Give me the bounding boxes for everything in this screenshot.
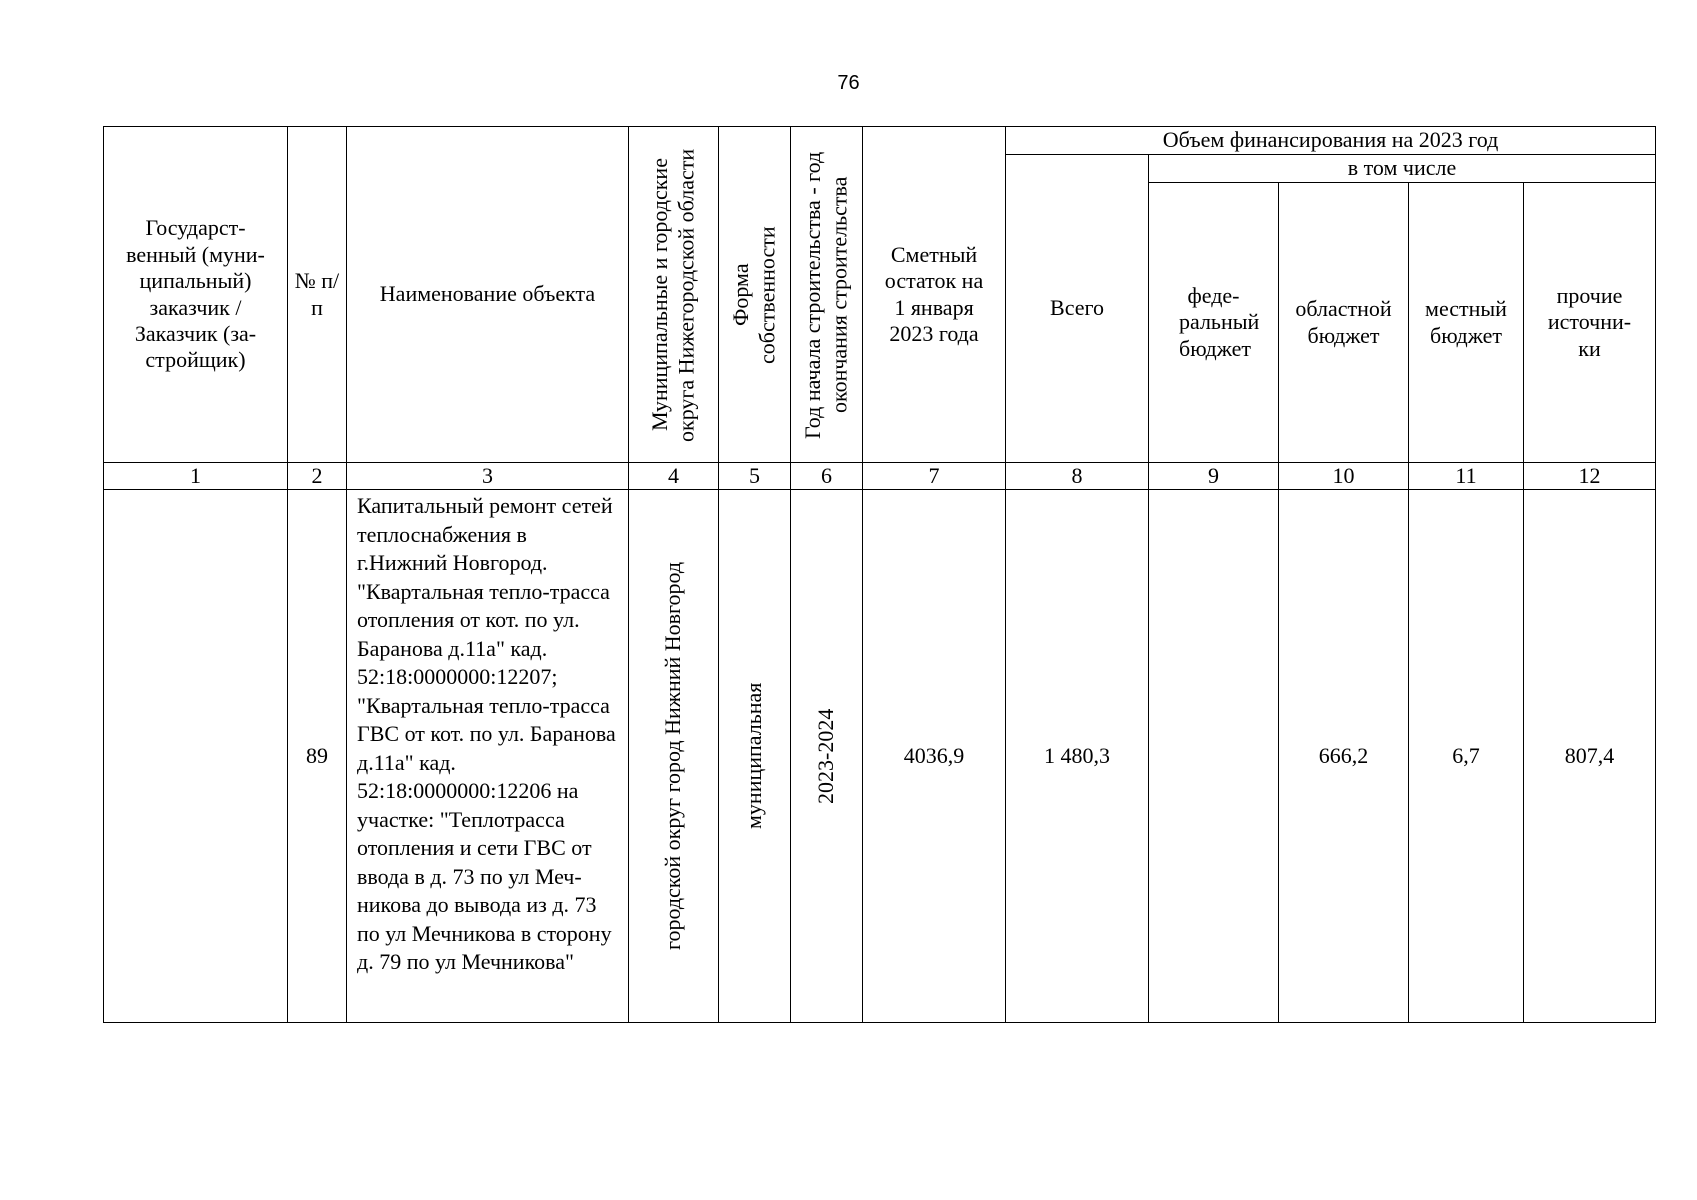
header-regional: областной бюджет [1279,183,1409,463]
row-other: 807,4 [1524,490,1656,1023]
row-municipality-text: городской округ город Нижний Новгород [660,562,686,951]
row-local: 6,7 [1409,490,1524,1023]
header-federal: феде-ральный бюджет [1149,183,1279,463]
header-object-name: Наименование объекта [347,127,629,463]
header-row-1 [104,127,1656,155]
row-federal [1149,490,1279,1023]
header-estimate-balance: Сметный остаток на 1 января 2023 года [863,127,1006,463]
header-years-text: Год начала строительства - год окончания строительства [800,150,852,439]
column-number: 5 [719,463,791,490]
funding-table [103,126,1656,1023]
header-years [791,127,863,463]
header-index: № п/п [288,127,347,463]
header-customer: Государст-венный (муни-ципальный) заказчик / Заказчик (за-стройщик) [104,127,288,463]
column-number: 9 [1149,463,1279,490]
column-number: 10 [1279,463,1409,490]
table-row [104,490,1656,1023]
row-estimate-balance: 4036,9 [863,490,1006,1023]
header-ownership [719,127,791,463]
column-number: 7 [863,463,1006,490]
row-years-text: 2023-2024 [813,708,839,805]
row-object-name: Капитальный ремонт сетей теплоснабжения в г.Нижний Новгород. "Квартальная тепло-трасса отопления от кот. по ул. Баранова д.11а" кад. 52:18:0000000:12207; "Квартальная тепло-трасса ГВС от кот. по ул. Баранова д.11а" кад. 52:18:0000000:12206 на участке: "Теплотрасса отопления и сети ГВС от ввода в д. 73 по ул Меч-никова до вывода из д. 73 по ул Мечникова в сторону д. 79 по ул Мечникова" [347,490,629,1023]
row-customer [104,490,288,1023]
header-including: в том числе [1149,155,1656,183]
header-other: прочие источни-ки [1524,183,1656,463]
row-regional: 666,2 [1279,490,1409,1023]
page-number: 76 [837,72,860,94]
header-ownership-text: Форма собственности [728,225,780,364]
column-number: 4 [629,463,719,490]
row-ownership-text: муниципальная [741,683,767,830]
column-number: 6 [791,463,863,490]
header-municipality-text: Муниципальные и городские округа Нижегородской области [647,147,699,442]
column-number: 11 [1409,463,1524,490]
row-ownership [719,490,791,1023]
column-number: 3 [347,463,629,490]
column-number: 2 [288,463,347,490]
header-total: Всего [1006,155,1149,463]
row-years [791,490,863,1023]
header-funding-group: Объем финансирования на 2023 год [1006,127,1656,155]
column-number: 8 [1006,463,1149,490]
column-numbers-row [104,463,1656,490]
column-number: 1 [104,463,288,490]
column-number: 12 [1524,463,1656,490]
header-local: местный бюджет [1409,183,1524,463]
header-municipality [629,127,719,463]
row-index: 89 [288,490,347,1023]
row-municipality [629,490,719,1023]
row-total: 1 480,3 [1006,490,1149,1023]
